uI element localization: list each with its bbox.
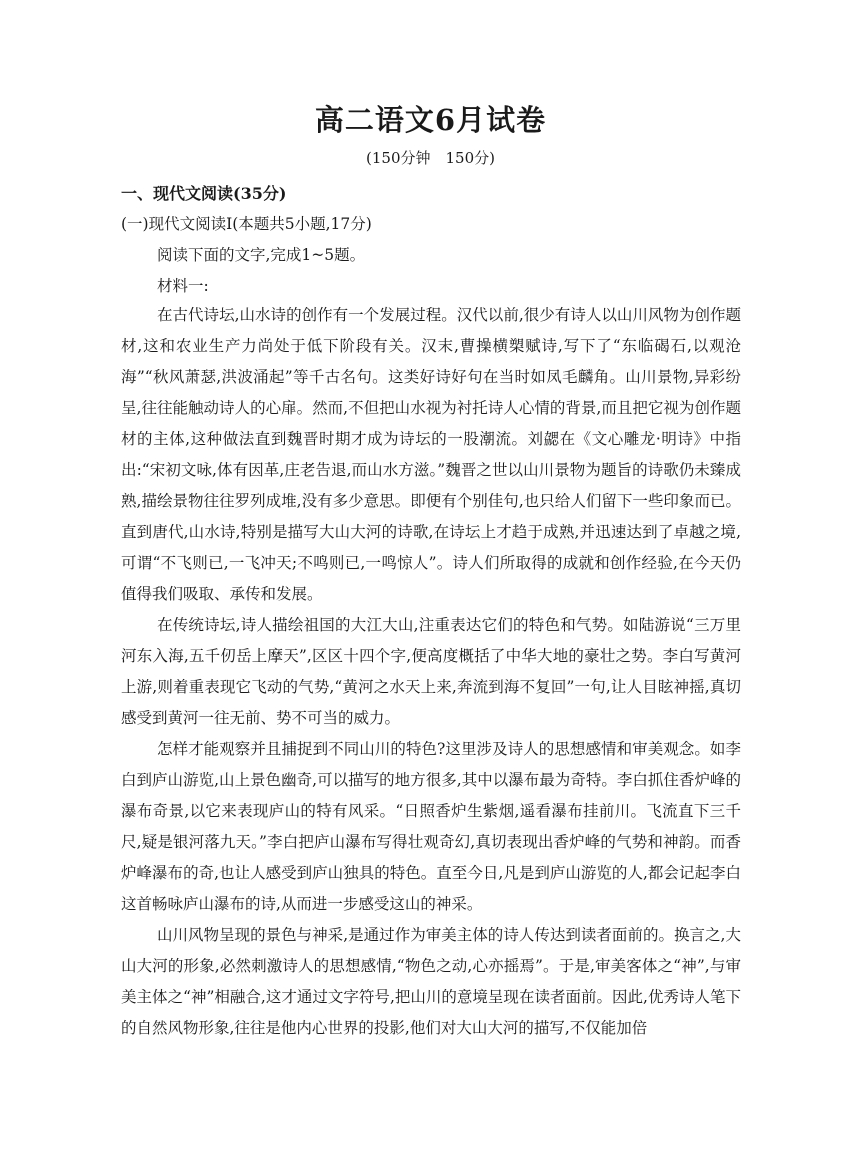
subsection-heading: (一)现代文阅读Ⅰ(本题共5小题,17分): [121, 215, 372, 233]
paragraph-2: 在传统诗坛,诗人描绘祖国的大江大山,注重表达它们的特色和气势。如陆游说“三万里河东入海,五千仞岳上摩天”,区区十四个字,便高度概括了中华大地的豪壮之势。李白写黄河上游,则着重表现它飞动的气势,“黄河之水天上来,奔流到海不复回”一句,让人目眩神摇,真切感受到黄河一往无前、势不可当的威力。: [121, 616, 741, 727]
material-label: 材料一:: [157, 277, 209, 295]
exam-duration-score: (150分钟 150分): [366, 149, 495, 167]
paragraph-4: 山川风物呈现的景色与神采,是通过作为审美主体的诗人传达到读者面前的。换言之,大山大河的形象,必然刺激诗人的思想感情,“物色之动,心亦摇焉”。于是,审美客体之“神”,与审美主体之“神”相融合,这才通过文字符号,把山川的意境呈现在读者面前。因此,优秀诗人笔下的自然风物形象,往往是他内心世界的投影,他们对大山大河的描写,不仅能加倍: [121, 926, 741, 1037]
paragraph-3: 怎样才能观察并且捕捉到不同山川的特色?这里涉及诗人的思想感情和审美观念。如李白到庐山游览,山上景色幽奇,可以描写的地方很多,其中以瀑布最为奇特。李白抓住香炉峰的瀑布奇景,以它来表现庐山的特有风采。“日照香炉生紫烟,遥看瀑布挂前川。飞流直下三千尺,疑是银河落九天。”李白把庐山瀑布写得壮观奇幻,真切表现出香炉峰的气势和神韵。而香炉峰瀑布的奇,也让人感受到庐山独具的特色。直至今日,凡是到庐山游览的人,都会记起李白这首畅咏庐山瀑布的诗,从而进一步感受这山的神采。: [121, 740, 741, 913]
exam-title: 高二语文6月试卷: [314, 103, 547, 137]
reading-instruction: 阅读下面的文字,完成1~5题。: [157, 246, 366, 264]
paragraph-1: 在古代诗坛,山水诗的创作有一个发展过程。汉代以前,很少有诗人以山川风物为创作题材,这和农业生产力尚处于低下阶段有关。汉末,曹操横槊赋诗,写下了“东临碣石,以观沧海”“秋风萧瑟,洪波涌起”等千古名句。这类好诗好句在当时如凤毛麟角。山川景物,异彩纷呈,往往能触动诗人的心扉。然而,不但把山水视为衬托诗人心情的背景,而且把它视为创作题材的主体,这种做法直到魏晋时期才成为诗坛的一股潮流。刘勰在《文心雕龙·明诗》中指出:“宋初文咏,体有因革,庄老告退,而山水方滋。”魏晋之世以山川景物为题旨的诗歌仍未臻成熟,描绘景物往往罗列成堆,没有多少意思。即便有个别佳句,也只给人们留下一些印象而已。直到唐代,山水诗,特别是描写大山大河的诗歌,在诗坛上才趋于成熟,并迅速达到了卓越之境,可谓“不飞则已,一飞冲天;不鸣则已,一鸣惊人”。诗人们所取得的成就和创作经验,在今天仍值得我们吸取、承传和发展。: [121, 306, 741, 603]
section-heading: 一、现代文阅读(35分): [121, 184, 287, 203]
